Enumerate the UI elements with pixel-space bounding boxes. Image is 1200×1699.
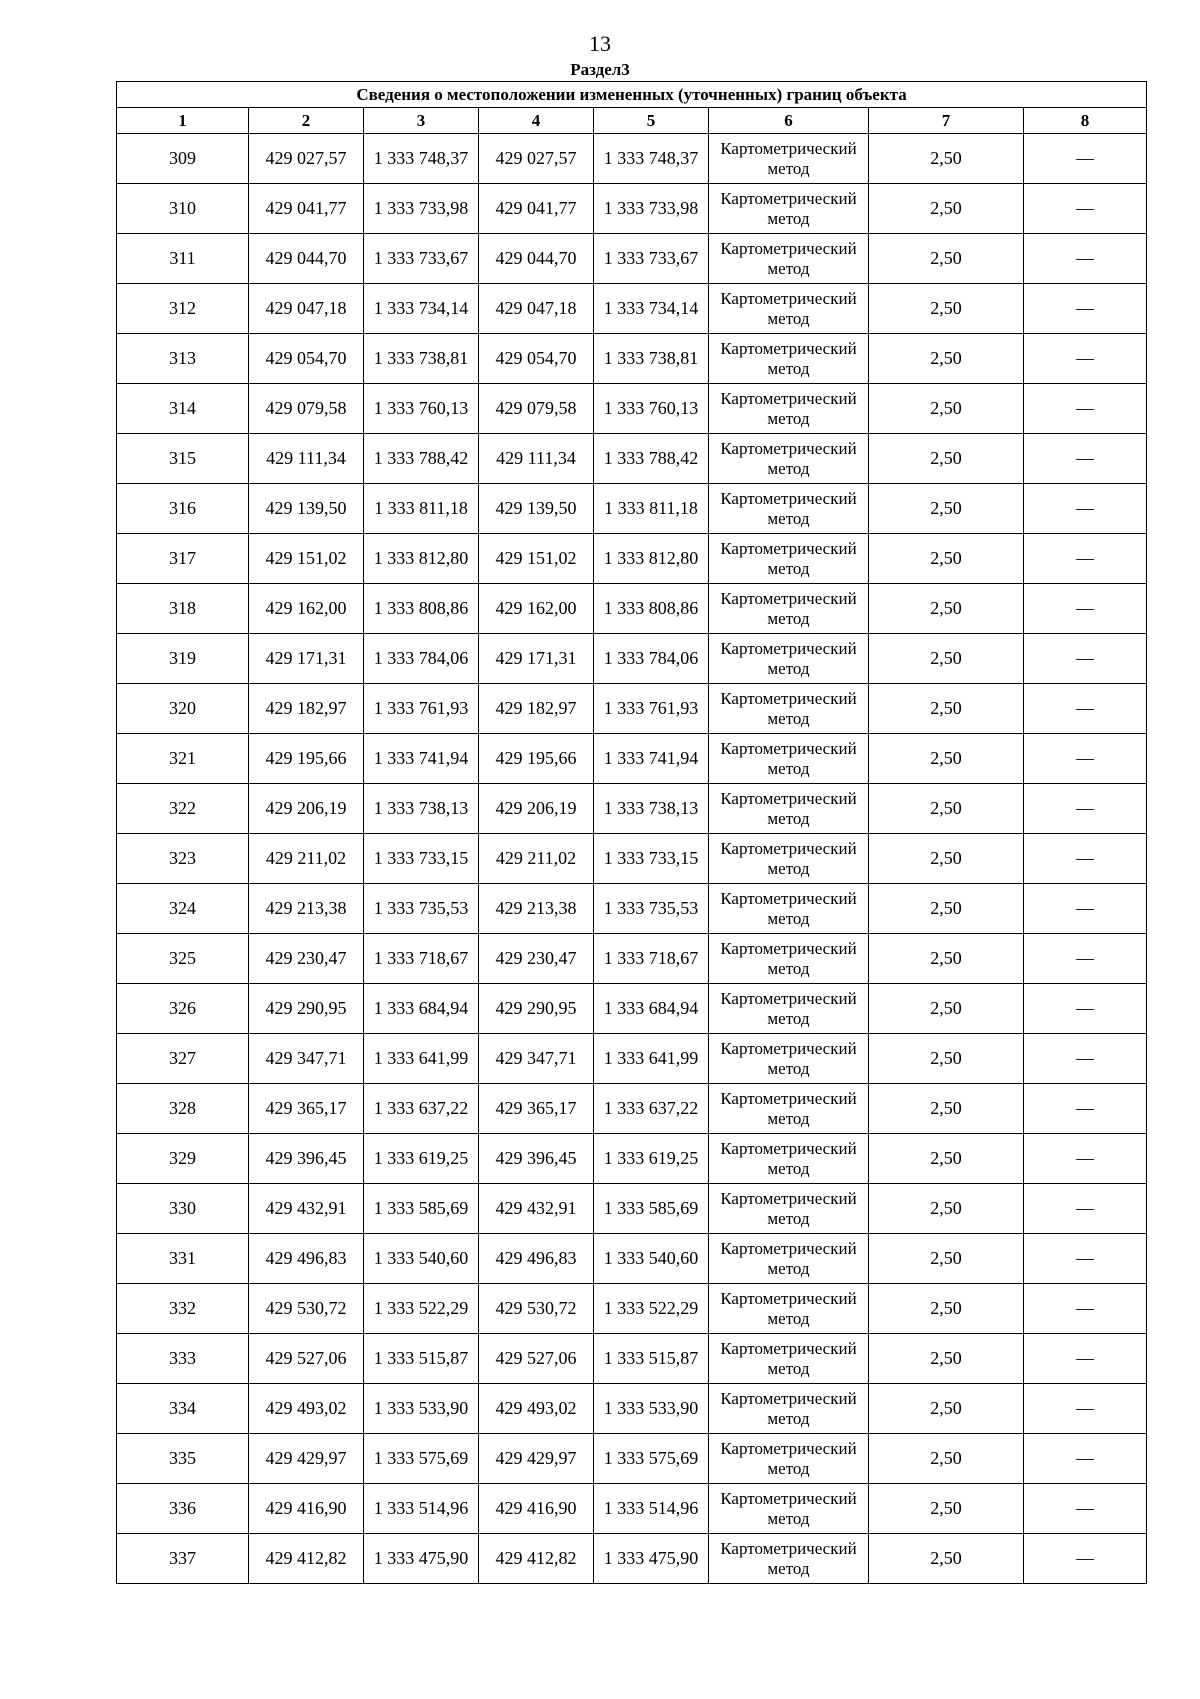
y-existing-cell: 1 333 741,94	[364, 734, 479, 784]
accuracy-cell: 2,50	[869, 1334, 1024, 1384]
accuracy-cell: 2,50	[869, 134, 1024, 184]
note-cell: —	[1024, 1334, 1147, 1384]
y-existing-cell: 1 333 808,86	[364, 584, 479, 634]
y-refined-cell: 1 333 738,81	[594, 334, 709, 384]
note-cell: —	[1024, 484, 1147, 534]
method-cell: Картометрический метод	[709, 734, 869, 784]
x-refined-cell: 429 432,91	[479, 1184, 594, 1234]
accuracy-cell: 2,50	[869, 534, 1024, 584]
y-existing-cell: 1 333 738,13	[364, 784, 479, 834]
y-refined-cell: 1 333 533,90	[594, 1384, 709, 1434]
x-existing-cell: 429 290,95	[249, 984, 364, 1034]
note-cell: —	[1024, 884, 1147, 934]
y-refined-cell: 1 333 788,42	[594, 434, 709, 484]
method-cell: Картометрический метод	[709, 534, 869, 584]
y-refined-cell: 1 333 784,06	[594, 634, 709, 684]
y-refined-cell: 1 333 741,94	[594, 734, 709, 784]
x-existing-cell: 429 416,90	[249, 1484, 364, 1534]
method-cell: Картометрический метод	[709, 234, 869, 284]
x-existing-cell: 429 111,34	[249, 434, 364, 484]
method-cell: Картометрический метод	[709, 1384, 869, 1434]
y-existing-cell: 1 333 811,18	[364, 484, 479, 534]
coordinates-table	[116, 81, 1147, 1584]
x-refined-cell: 429 530,72	[479, 1284, 594, 1334]
method-cell: Картометрический метод	[709, 1184, 869, 1234]
note-cell: —	[1024, 1084, 1147, 1134]
table-row	[117, 134, 1147, 184]
y-existing-cell: 1 333 760,13	[364, 384, 479, 434]
accuracy-cell: 2,50	[869, 584, 1024, 634]
note-cell: —	[1024, 284, 1147, 334]
note-cell: —	[1024, 1284, 1147, 1334]
x-refined-cell: 429 416,90	[479, 1484, 594, 1534]
x-refined-cell: 429 365,17	[479, 1084, 594, 1134]
y-existing-cell: 1 333 619,25	[364, 1134, 479, 1184]
note-cell: —	[1024, 234, 1147, 284]
x-refined-cell: 429 412,82	[479, 1534, 594, 1584]
x-refined-cell: 429 047,18	[479, 284, 594, 334]
x-refined-cell: 429 054,70	[479, 334, 594, 384]
x-refined-cell: 429 496,83	[479, 1234, 594, 1284]
method-cell: Картометрический метод	[709, 934, 869, 984]
note-cell: —	[1024, 1484, 1147, 1534]
method-cell: Картометрический метод	[709, 284, 869, 334]
note-cell: —	[1024, 384, 1147, 434]
x-refined-cell: 429 396,45	[479, 1134, 594, 1184]
y-existing-cell: 1 333 788,42	[364, 434, 479, 484]
note-cell: —	[1024, 934, 1147, 984]
y-existing-cell: 1 333 514,96	[364, 1484, 479, 1534]
point-number-cell: 328	[117, 1084, 249, 1134]
method-cell: Картометрический метод	[709, 1134, 869, 1184]
method-cell: Картометрический метод	[709, 634, 869, 684]
y-existing-cell: 1 333 748,37	[364, 134, 479, 184]
x-existing-cell: 429 182,97	[249, 684, 364, 734]
accuracy-cell: 2,50	[869, 984, 1024, 1034]
column-number: 5	[594, 108, 709, 134]
y-existing-cell: 1 333 733,98	[364, 184, 479, 234]
column-number-row	[117, 108, 1147, 134]
note-cell: —	[1024, 734, 1147, 784]
x-existing-cell: 429 429,97	[249, 1434, 364, 1484]
y-refined-cell: 1 333 522,29	[594, 1284, 709, 1334]
y-existing-cell: 1 333 533,90	[364, 1384, 479, 1434]
method-cell: Картометрический метод	[709, 884, 869, 934]
y-refined-cell: 1 333 811,18	[594, 484, 709, 534]
point-number-cell: 330	[117, 1184, 249, 1234]
y-existing-cell: 1 333 585,69	[364, 1184, 479, 1234]
method-cell: Картометрический метод	[709, 1034, 869, 1084]
table-row	[117, 284, 1147, 334]
method-cell: Картометрический метод	[709, 1084, 869, 1134]
y-refined-cell: 1 333 514,96	[594, 1484, 709, 1534]
y-existing-cell: 1 333 522,29	[364, 1284, 479, 1334]
method-cell: Картометрический метод	[709, 1434, 869, 1484]
table-row	[117, 1384, 1147, 1434]
table-row	[117, 834, 1147, 884]
point-number-cell: 313	[117, 334, 249, 384]
note-cell: —	[1024, 534, 1147, 584]
note-cell: —	[1024, 434, 1147, 484]
x-existing-cell: 429 365,17	[249, 1084, 364, 1134]
x-refined-cell: 429 027,57	[479, 134, 594, 184]
x-existing-cell: 429 496,83	[249, 1234, 364, 1284]
accuracy-cell: 2,50	[869, 834, 1024, 884]
x-refined-cell: 429 429,97	[479, 1434, 594, 1484]
y-refined-cell: 1 333 585,69	[594, 1184, 709, 1234]
x-refined-cell: 429 151,02	[479, 534, 594, 584]
point-number-cell: 321	[117, 734, 249, 784]
table-row	[117, 984, 1147, 1034]
table-row	[117, 1284, 1147, 1334]
accuracy-cell: 2,50	[869, 1184, 1024, 1234]
x-existing-cell: 429 211,02	[249, 834, 364, 884]
point-number-cell: 335	[117, 1434, 249, 1484]
column-number: 3	[364, 108, 479, 134]
table-row	[117, 484, 1147, 534]
accuracy-cell: 2,50	[869, 284, 1024, 334]
x-existing-cell: 429 527,06	[249, 1334, 364, 1384]
column-number: 1	[117, 108, 249, 134]
table-row	[117, 1234, 1147, 1284]
x-refined-cell: 429 111,34	[479, 434, 594, 484]
note-cell: —	[1024, 1434, 1147, 1484]
table-row	[117, 234, 1147, 284]
y-refined-cell: 1 333 808,86	[594, 584, 709, 634]
y-existing-cell: 1 333 641,99	[364, 1034, 479, 1084]
method-cell: Картометрический метод	[709, 384, 869, 434]
accuracy-cell: 2,50	[869, 1384, 1024, 1434]
column-number: 8	[1024, 108, 1147, 134]
accuracy-cell: 2,50	[869, 434, 1024, 484]
y-refined-cell: 1 333 619,25	[594, 1134, 709, 1184]
y-refined-cell: 1 333 718,67	[594, 934, 709, 984]
method-cell: Картометрический метод	[709, 1534, 869, 1584]
y-existing-cell: 1 333 575,69	[364, 1434, 479, 1484]
accuracy-cell: 2,50	[869, 234, 1024, 284]
accuracy-cell: 2,50	[869, 184, 1024, 234]
x-existing-cell: 429 493,02	[249, 1384, 364, 1434]
accuracy-cell: 2,50	[869, 684, 1024, 734]
x-existing-cell: 429 213,38	[249, 884, 364, 934]
note-cell: —	[1024, 1184, 1147, 1234]
x-existing-cell: 429 230,47	[249, 934, 364, 984]
y-refined-cell: 1 333 637,22	[594, 1084, 709, 1134]
x-refined-cell: 429 041,77	[479, 184, 594, 234]
table-row	[117, 1134, 1147, 1184]
accuracy-cell: 2,50	[869, 1284, 1024, 1334]
x-existing-cell: 429 054,70	[249, 334, 364, 384]
table-row	[117, 1084, 1147, 1134]
note-cell: —	[1024, 1134, 1147, 1184]
method-cell: Картометрический метод	[709, 784, 869, 834]
x-existing-cell: 429 530,72	[249, 1284, 364, 1334]
y-refined-cell: 1 333 540,60	[594, 1234, 709, 1284]
table-row	[117, 734, 1147, 784]
column-number: 7	[869, 108, 1024, 134]
table-row	[117, 434, 1147, 484]
point-number-cell: 317	[117, 534, 249, 584]
y-refined-cell: 1 333 733,67	[594, 234, 709, 284]
table-row	[117, 384, 1147, 434]
point-number-cell: 333	[117, 1334, 249, 1384]
y-refined-cell: 1 333 748,37	[594, 134, 709, 184]
table-row	[117, 334, 1147, 384]
method-cell: Картометрический метод	[709, 984, 869, 1034]
point-number-cell: 309	[117, 134, 249, 184]
table-row	[117, 784, 1147, 834]
y-existing-cell: 1 333 735,53	[364, 884, 479, 934]
point-number-cell: 319	[117, 634, 249, 684]
point-number-cell: 331	[117, 1234, 249, 1284]
method-cell: Картометрический метод	[709, 484, 869, 534]
y-existing-cell: 1 333 761,93	[364, 684, 479, 734]
x-existing-cell: 429 432,91	[249, 1184, 364, 1234]
y-existing-cell: 1 333 684,94	[364, 984, 479, 1034]
point-number-cell: 332	[117, 1284, 249, 1334]
y-refined-cell: 1 333 475,90	[594, 1534, 709, 1584]
x-refined-cell: 429 213,38	[479, 884, 594, 934]
x-existing-cell: 429 171,31	[249, 634, 364, 684]
method-cell: Картометрический метод	[709, 684, 869, 734]
table-row	[117, 1034, 1147, 1084]
accuracy-cell: 2,50	[869, 634, 1024, 684]
note-cell: —	[1024, 584, 1147, 634]
x-refined-cell: 429 206,19	[479, 784, 594, 834]
accuracy-cell: 2,50	[869, 884, 1024, 934]
table-row	[117, 884, 1147, 934]
table-row	[117, 1534, 1147, 1584]
accuracy-cell: 2,50	[869, 934, 1024, 984]
y-refined-cell: 1 333 812,80	[594, 534, 709, 584]
accuracy-cell: 2,50	[869, 484, 1024, 534]
table-row	[117, 934, 1147, 984]
table-caption-row	[117, 82, 1147, 108]
x-existing-cell: 429 027,57	[249, 134, 364, 184]
point-number-cell: 324	[117, 884, 249, 934]
x-existing-cell: 429 412,82	[249, 1534, 364, 1584]
accuracy-cell: 2,50	[869, 734, 1024, 784]
table-caption: Сведения о местоположении измененных (уточненных) границ объекта	[117, 82, 1147, 108]
point-number-cell: 311	[117, 234, 249, 284]
method-cell: Картометрический метод	[709, 1334, 869, 1384]
y-refined-cell: 1 333 641,99	[594, 1034, 709, 1084]
x-refined-cell: 429 195,66	[479, 734, 594, 784]
note-cell: —	[1024, 634, 1147, 684]
point-number-cell: 329	[117, 1134, 249, 1184]
method-cell: Картометрический метод	[709, 134, 869, 184]
point-number-cell: 326	[117, 984, 249, 1034]
y-existing-cell: 1 333 515,87	[364, 1334, 479, 1384]
x-refined-cell: 429 493,02	[479, 1384, 594, 1434]
note-cell: —	[1024, 1534, 1147, 1584]
method-cell: Картометрический метод	[709, 434, 869, 484]
note-cell: —	[1024, 1034, 1147, 1084]
y-refined-cell: 1 333 733,15	[594, 834, 709, 884]
y-existing-cell: 1 333 637,22	[364, 1084, 479, 1134]
point-number-cell: 312	[117, 284, 249, 334]
note-cell: —	[1024, 684, 1147, 734]
note-cell: —	[1024, 784, 1147, 834]
y-existing-cell: 1 333 718,67	[364, 934, 479, 984]
y-refined-cell: 1 333 761,93	[594, 684, 709, 734]
method-cell: Картометрический метод	[709, 334, 869, 384]
x-refined-cell: 429 182,97	[479, 684, 594, 734]
accuracy-cell: 2,50	[869, 784, 1024, 834]
table-row	[117, 1434, 1147, 1484]
table-row	[117, 684, 1147, 734]
method-cell: Картометрический метод	[709, 1484, 869, 1534]
method-cell: Картометрический метод	[709, 584, 869, 634]
y-refined-cell: 1 333 760,13	[594, 384, 709, 434]
x-existing-cell: 429 396,45	[249, 1134, 364, 1184]
method-cell: Картометрический метод	[709, 184, 869, 234]
note-cell: —	[1024, 134, 1147, 184]
point-number-cell: 323	[117, 834, 249, 884]
point-number-cell: 310	[117, 184, 249, 234]
point-number-cell: 337	[117, 1534, 249, 1584]
x-refined-cell: 429 290,95	[479, 984, 594, 1034]
column-number: 6	[709, 108, 869, 134]
x-existing-cell: 429 162,00	[249, 584, 364, 634]
x-existing-cell: 429 139,50	[249, 484, 364, 534]
x-existing-cell: 429 079,58	[249, 384, 364, 434]
method-cell: Картометрический метод	[709, 1234, 869, 1284]
note-cell: —	[1024, 834, 1147, 884]
point-number-cell: 320	[117, 684, 249, 734]
y-refined-cell: 1 333 735,53	[594, 884, 709, 934]
x-existing-cell: 429 044,70	[249, 234, 364, 284]
x-refined-cell: 429 230,47	[479, 934, 594, 984]
point-number-cell: 316	[117, 484, 249, 534]
point-number-cell: 315	[117, 434, 249, 484]
y-refined-cell: 1 333 684,94	[594, 984, 709, 1034]
y-existing-cell: 1 333 733,67	[364, 234, 479, 284]
point-number-cell: 327	[117, 1034, 249, 1084]
table-row	[117, 584, 1147, 634]
section-title: Раздел3	[570, 60, 630, 79]
accuracy-cell: 2,50	[869, 1434, 1024, 1484]
x-refined-cell: 429 162,00	[479, 584, 594, 634]
page-number: 13	[589, 31, 611, 56]
x-existing-cell: 429 206,19	[249, 784, 364, 834]
x-existing-cell: 429 195,66	[249, 734, 364, 784]
point-number-cell: 336	[117, 1484, 249, 1534]
table-row	[117, 1184, 1147, 1234]
x-refined-cell: 429 171,31	[479, 634, 594, 684]
note-cell: —	[1024, 1384, 1147, 1434]
y-existing-cell: 1 333 475,90	[364, 1534, 479, 1584]
note-cell: —	[1024, 184, 1147, 234]
x-refined-cell: 429 211,02	[479, 834, 594, 884]
note-cell: —	[1024, 334, 1147, 384]
x-refined-cell: 429 079,58	[479, 384, 594, 434]
y-refined-cell: 1 333 515,87	[594, 1334, 709, 1384]
point-number-cell: 325	[117, 934, 249, 984]
y-refined-cell: 1 333 734,14	[594, 284, 709, 334]
point-number-cell: 322	[117, 784, 249, 834]
y-refined-cell: 1 333 733,98	[594, 184, 709, 234]
x-refined-cell: 429 139,50	[479, 484, 594, 534]
point-number-cell: 334	[117, 1384, 249, 1434]
method-cell: Картометрический метод	[709, 834, 869, 884]
accuracy-cell: 2,50	[869, 1084, 1024, 1134]
x-existing-cell: 429 041,77	[249, 184, 364, 234]
y-refined-cell: 1 333 738,13	[594, 784, 709, 834]
table-row	[117, 534, 1147, 584]
table-row	[117, 184, 1147, 234]
accuracy-cell: 2,50	[869, 384, 1024, 434]
y-existing-cell: 1 333 784,06	[364, 634, 479, 684]
x-refined-cell: 429 527,06	[479, 1334, 594, 1384]
accuracy-cell: 2,50	[869, 1484, 1024, 1534]
table-row	[117, 1484, 1147, 1534]
x-refined-cell: 429 044,70	[479, 234, 594, 284]
accuracy-cell: 2,50	[869, 1034, 1024, 1084]
y-existing-cell: 1 333 738,81	[364, 334, 479, 384]
column-number: 2	[249, 108, 364, 134]
point-number-cell: 318	[117, 584, 249, 634]
accuracy-cell: 2,50	[869, 1234, 1024, 1284]
x-existing-cell: 429 151,02	[249, 534, 364, 584]
x-refined-cell: 429 347,71	[479, 1034, 594, 1084]
method-cell: Картометрический метод	[709, 1284, 869, 1334]
y-refined-cell: 1 333 575,69	[594, 1434, 709, 1484]
note-cell: —	[1024, 1234, 1147, 1284]
x-existing-cell: 429 347,71	[249, 1034, 364, 1084]
y-existing-cell: 1 333 733,15	[364, 834, 479, 884]
accuracy-cell: 2,50	[869, 1134, 1024, 1184]
accuracy-cell: 2,50	[869, 334, 1024, 384]
note-cell: —	[1024, 984, 1147, 1034]
y-existing-cell: 1 333 734,14	[364, 284, 479, 334]
point-number-cell: 314	[117, 384, 249, 434]
y-existing-cell: 1 333 540,60	[364, 1234, 479, 1284]
accuracy-cell: 2,50	[869, 1534, 1024, 1584]
table-row	[117, 634, 1147, 684]
table-row	[117, 1334, 1147, 1384]
table-body	[117, 134, 1147, 1584]
column-number: 4	[479, 108, 594, 134]
x-existing-cell: 429 047,18	[249, 284, 364, 334]
y-existing-cell: 1 333 812,80	[364, 534, 479, 584]
